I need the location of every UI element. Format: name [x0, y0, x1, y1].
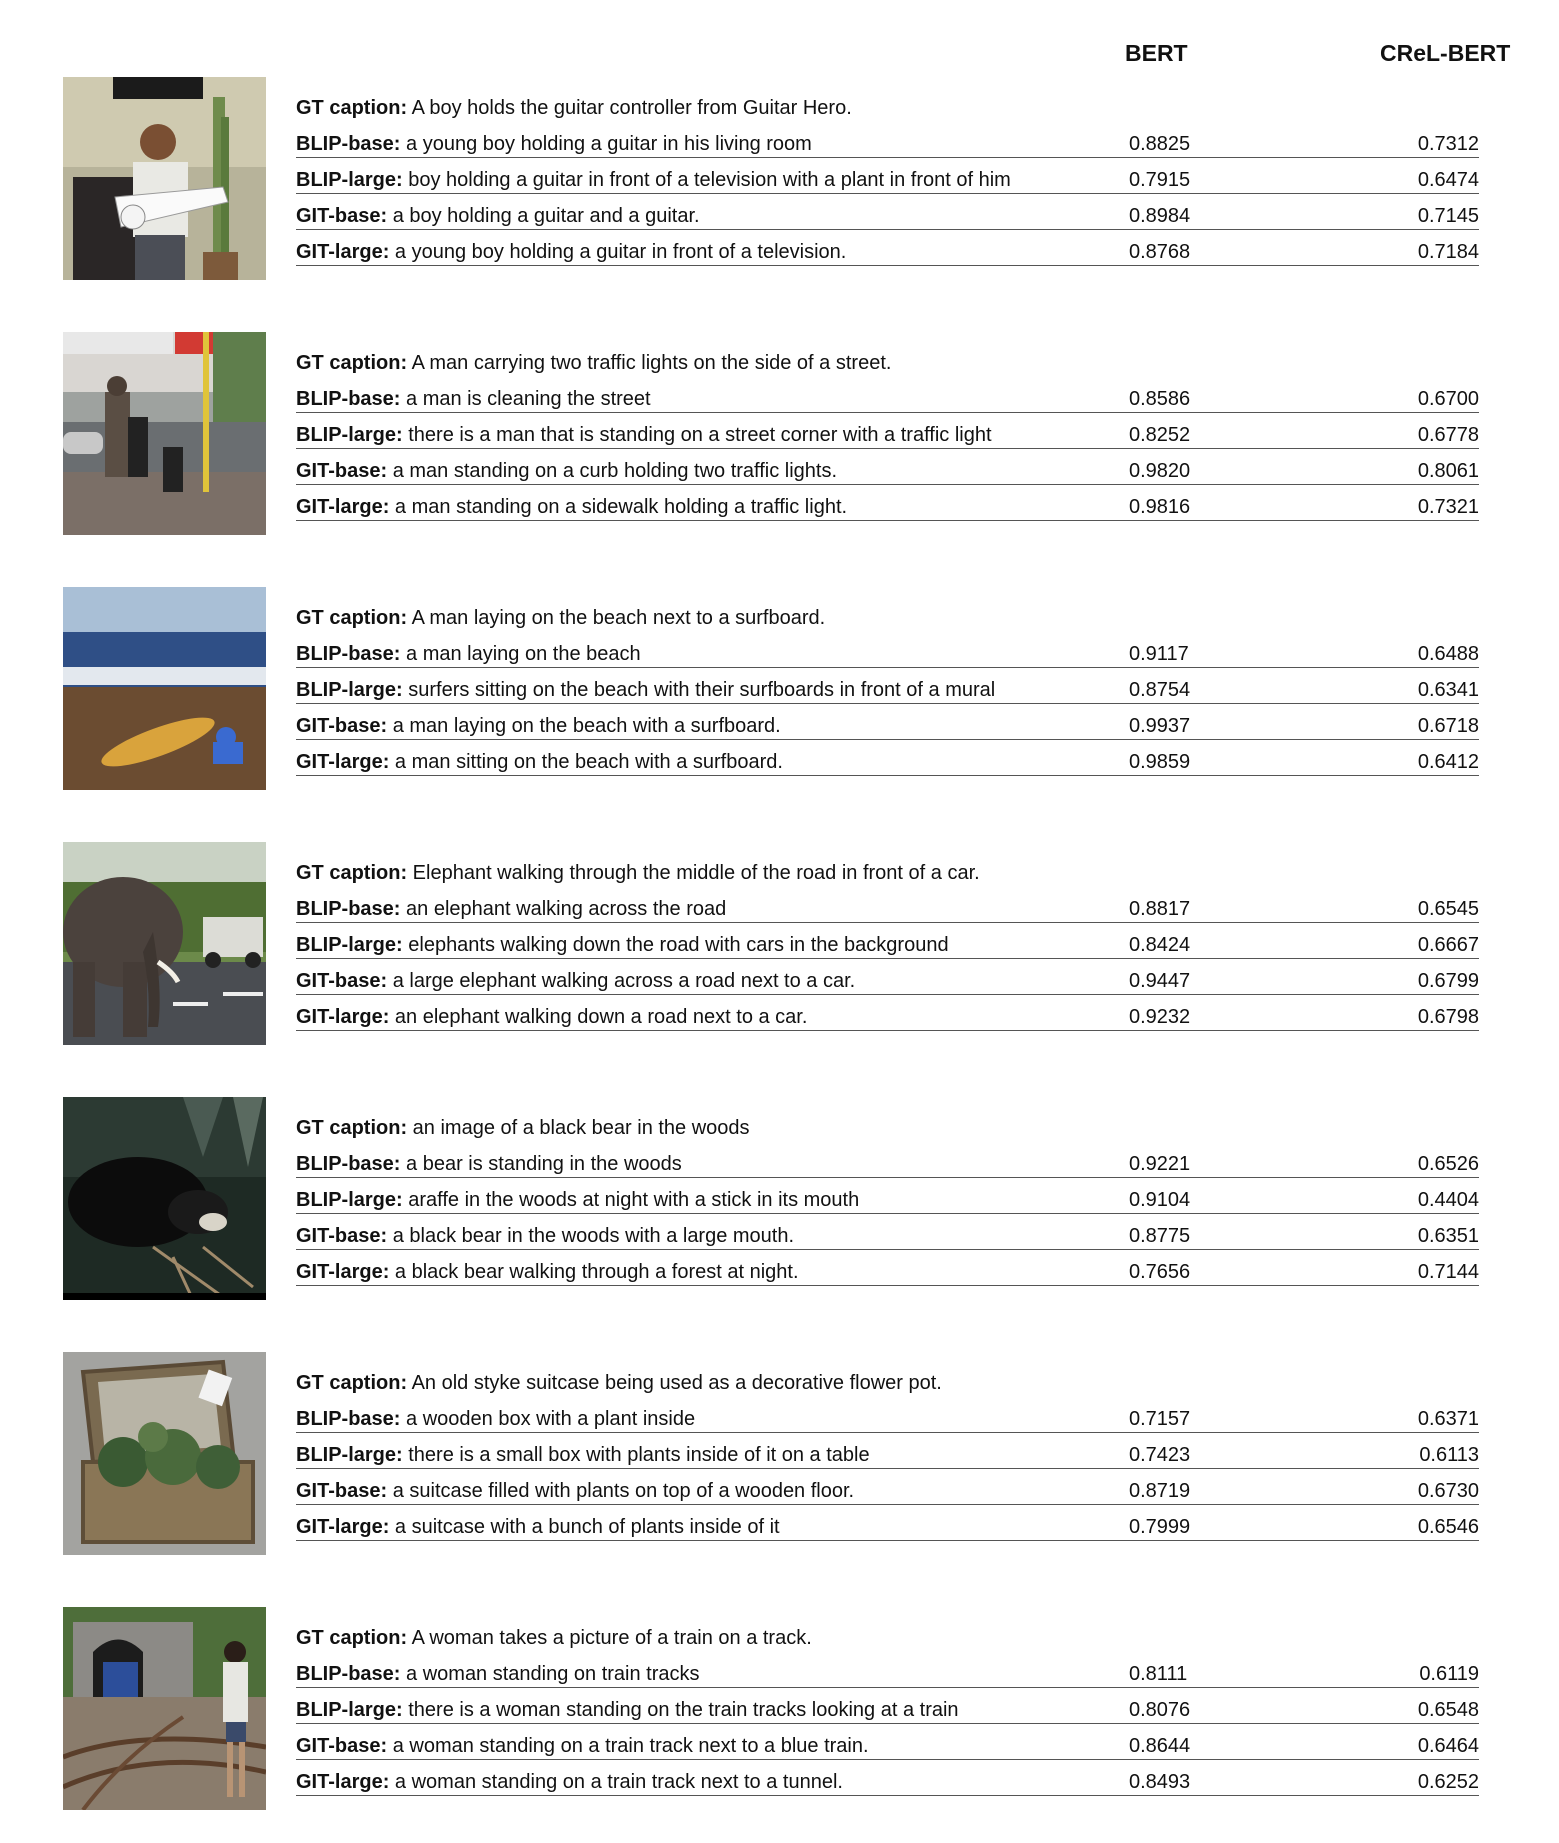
crel-bert-score: 0.6526 [1417, 1153, 1479, 1175]
model-label: GIT-large: [296, 1771, 390, 1793]
crel-bert-score: 0.6474 [1417, 169, 1479, 191]
boy-with-guitar-photo [63, 77, 266, 280]
model-label: GIT-large: [296, 241, 390, 263]
model-label: GIT-base: [296, 1225, 388, 1247]
model-caption: a woman standing on train tracks [406, 1663, 700, 1685]
bert-score: 0.9104 [1129, 1189, 1191, 1211]
bert-score: 0.8252 [1129, 424, 1191, 446]
model-label: GIT-base: [296, 970, 388, 992]
bert-score: 0.8817 [1129, 898, 1191, 920]
crel-bert-score: 0.6464 [1417, 1735, 1479, 1757]
bert-score: 0.8111 [1129, 1663, 1188, 1685]
bert-score: 0.8754 [1129, 679, 1191, 701]
model-caption: a bear is standing in the woods [406, 1153, 682, 1175]
gt-label: GT caption: [296, 607, 408, 629]
crel-bert-score: 0.7144 [1417, 1261, 1479, 1283]
bert-score: 0.8586 [1129, 388, 1191, 410]
bert-score: 0.7423 [1129, 1444, 1191, 1466]
bert-score: 0.8424 [1129, 934, 1191, 956]
model-caption: a black bear in the woods with a large mouth. [392, 1225, 795, 1247]
model-row-git-base [296, 455, 1479, 491]
crel-bert-score: 0.6667 [1417, 934, 1479, 956]
bert-score: 0.9447 [1129, 970, 1191, 992]
example-block-7 [0, 1607, 1559, 1811]
crel-bert-score: 0.8061 [1417, 460, 1479, 482]
bert-score: 0.9820 [1129, 460, 1191, 482]
model-row-git-base [296, 1220, 1479, 1256]
model-caption: araffe in the woods at night with a stick in its mouth [408, 1189, 860, 1211]
model-label: GIT-base: [296, 1735, 388, 1757]
model-row-git-base [296, 200, 1479, 236]
black-bear-woods-photo [63, 1097, 266, 1300]
model-label: BLIP-large: [296, 1444, 403, 1466]
model-caption: a black bear walking through a forest at night. [394, 1261, 799, 1283]
model-row-blip-large [296, 1184, 1479, 1220]
suitcase-plants-photo [63, 1352, 266, 1555]
bert-score: 0.7157 [1129, 1408, 1191, 1430]
model-label: BLIP-base: [296, 1663, 401, 1685]
model-caption: a man laying on the beach with a surfboard. [392, 715, 781, 737]
woman-train-track-photo [63, 1607, 266, 1810]
model-caption: a young boy holding a guitar in his living room [406, 133, 812, 155]
model-row-blip-large [296, 164, 1479, 200]
beach-surfboard-photo [63, 587, 266, 790]
gt-caption [296, 1627, 812, 1650]
model-row-git-large [296, 1256, 1479, 1292]
model-row-git-large [296, 746, 1479, 782]
crel-bert-score: 0.6113 [1419, 1444, 1479, 1466]
elephant-road-photo [63, 842, 266, 1045]
model-label: GIT-large: [296, 1006, 390, 1028]
model-caption: there is a man that is standing on a street corner with a traffic light [408, 424, 992, 446]
crel-bert-score: 0.6119 [1419, 1663, 1479, 1685]
model-row-blip-base [296, 1148, 1479, 1184]
bert-score: 0.8984 [1129, 205, 1191, 227]
crel-bert-score: 0.6545 [1417, 898, 1479, 920]
bert-score: 0.8775 [1129, 1225, 1191, 1247]
example-block-1 [0, 77, 1559, 281]
model-caption: there is a small box with plants inside of it on a table [408, 1444, 870, 1466]
model-caption: an elephant walking across the road [406, 898, 727, 920]
model-label: GIT-large: [296, 751, 390, 773]
crel-bert-score: 0.7184 [1417, 241, 1479, 263]
model-row-blip-base [296, 1658, 1479, 1694]
bert-score: 0.8825 [1129, 133, 1191, 155]
model-caption: a young boy holding a guitar in front of a television. [394, 241, 847, 263]
bert-score: 0.8076 [1129, 1699, 1191, 1721]
gt-caption-text: An old styke suitcase being used as a decorative flower pot. [411, 1372, 942, 1394]
model-label: BLIP-large: [296, 1699, 403, 1721]
bert-score: 0.8493 [1129, 1771, 1191, 1793]
gt-label: GT caption: [296, 1372, 408, 1394]
crel-bert-score: 0.6730 [1417, 1480, 1479, 1502]
model-label: BLIP-large: [296, 169, 403, 191]
model-caption: a large elephant walking across a road next to a car. [392, 970, 856, 992]
bert-score: 0.9221 [1129, 1153, 1191, 1175]
model-row-blip-base [296, 1403, 1479, 1439]
crel-bert-score: 0.7145 [1417, 205, 1479, 227]
model-row-git-large [296, 491, 1479, 527]
model-row-blip-large [296, 419, 1479, 455]
model-caption: a wooden box with a plant inside [406, 1408, 696, 1430]
crel-bert-score: 0.6488 [1417, 643, 1479, 665]
model-caption: boy holding a guitar in front of a television with a plant in front of him [408, 169, 1011, 191]
gt-caption-text: A boy holds the guitar controller from Guitar Hero. [411, 97, 852, 119]
model-row-blip-base [296, 893, 1479, 929]
gt-label: GT caption: [296, 862, 408, 884]
bert-score: 0.9937 [1129, 715, 1191, 737]
crel-bert-score: 0.6371 [1417, 1408, 1479, 1430]
column-header-bert: BERT [1125, 40, 1188, 66]
example-block-4 [0, 842, 1559, 1046]
model-row-blip-base [296, 638, 1479, 674]
model-label: BLIP-base: [296, 643, 401, 665]
model-caption: a boy holding a guitar and a guitar. [392, 205, 700, 227]
gt-label: GT caption: [296, 1627, 408, 1649]
crel-bert-score: 0.6252 [1417, 1771, 1479, 1793]
model-row-git-base [296, 965, 1479, 1001]
gt-label: GT caption: [296, 1117, 408, 1139]
bert-score: 0.7656 [1129, 1261, 1191, 1283]
model-label: GIT-large: [296, 496, 390, 518]
model-caption: elephants walking down the road with cars in the background [408, 934, 949, 956]
gt-caption-text: A woman takes a picture of a train on a track. [411, 1627, 812, 1649]
model-label: BLIP-base: [296, 898, 401, 920]
model-label: GIT-base: [296, 1480, 388, 1502]
crel-bert-score: 0.6341 [1417, 679, 1479, 701]
model-label: BLIP-base: [296, 1153, 401, 1175]
bert-score: 0.7915 [1129, 169, 1191, 191]
column-header-crel-bert: CReL-BERT [1380, 40, 1511, 66]
gt-caption-text: Elephant walking through the middle of the road in front of a car. [412, 862, 980, 884]
gt-caption [296, 1372, 942, 1395]
model-label: BLIP-base: [296, 133, 401, 155]
bert-score: 0.9232 [1129, 1006, 1191, 1028]
model-row-git-large [296, 1766, 1479, 1802]
bert-score: 0.8644 [1129, 1735, 1191, 1757]
model-caption: there is a woman standing on the train tracks looking at a train [408, 1699, 959, 1721]
model-label: BLIP-base: [296, 1408, 401, 1430]
street-traffic-lights-photo [63, 332, 266, 535]
gt-label: GT caption: [296, 97, 408, 119]
model-caption: a man laying on the beach [406, 643, 641, 665]
crel-bert-score: 0.6548 [1417, 1699, 1479, 1721]
bert-score: 0.9117 [1129, 643, 1189, 665]
gt-caption [296, 862, 980, 885]
gt-caption [296, 1117, 750, 1140]
model-caption: a man standing on a curb holding two traffic lights. [392, 460, 838, 482]
model-caption: a man is cleaning the street [406, 388, 651, 410]
crel-bert-score: 0.6718 [1417, 715, 1479, 737]
model-label: GIT-large: [296, 1261, 390, 1283]
gt-caption-text: A man carrying two traffic lights on the side of a street. [411, 352, 892, 374]
model-row-git-base [296, 1475, 1479, 1511]
crel-bert-score: 0.4404 [1417, 1189, 1479, 1211]
gt-caption [296, 607, 825, 630]
model-label: BLIP-large: [296, 424, 403, 446]
model-row-blip-base [296, 383, 1479, 419]
bert-score: 0.8719 [1129, 1480, 1191, 1502]
model-row-git-base [296, 1730, 1479, 1766]
model-caption: a woman standing on a train track next to a tunnel. [394, 1771, 843, 1793]
crel-bert-score: 0.6546 [1417, 1516, 1479, 1538]
crel-bert-score: 0.6799 [1417, 970, 1479, 992]
model-label: GIT-base: [296, 205, 388, 227]
model-row-blip-large [296, 929, 1479, 965]
model-label: BLIP-large: [296, 679, 403, 701]
model-label: GIT-large: [296, 1516, 390, 1538]
example-block-5 [0, 1097, 1559, 1301]
crel-bert-score: 0.6351 [1417, 1225, 1479, 1247]
example-block-6 [0, 1352, 1559, 1556]
example-block-2 [0, 332, 1559, 536]
model-row-git-large [296, 236, 1479, 272]
crel-bert-score: 0.6412 [1417, 751, 1479, 773]
bert-score: 0.7999 [1129, 1516, 1191, 1538]
model-row-blip-large [296, 674, 1479, 710]
bert-score: 0.8768 [1129, 241, 1191, 263]
model-label: BLIP-large: [296, 1189, 403, 1211]
crel-bert-score: 0.7312 [1417, 133, 1479, 155]
model-row-blip-large [296, 1694, 1479, 1730]
gt-caption-text: an image of a black bear in the woods [412, 1117, 750, 1139]
model-caption: a man sitting on the beach with a surfboard. [394, 751, 783, 773]
gt-caption [296, 352, 891, 375]
crel-bert-score: 0.6778 [1417, 424, 1479, 446]
gt-caption-text: A man laying on the beach next to a surfboard. [411, 607, 826, 629]
model-row-blip-base [296, 128, 1479, 164]
model-label: GIT-base: [296, 715, 388, 737]
model-caption: surfers sitting on the beach with their surfboards in front of a mural [408, 679, 996, 701]
model-caption: a woman standing on a train track next to a blue train. [392, 1735, 869, 1757]
model-caption: a man standing on a sidewalk holding a traffic light. [394, 496, 848, 518]
model-row-git-large [296, 1511, 1479, 1547]
crel-bert-score: 0.7321 [1417, 496, 1479, 518]
example-block-3 [0, 587, 1559, 791]
model-row-git-base [296, 710, 1479, 746]
crel-bert-score: 0.6700 [1417, 388, 1479, 410]
model-row-blip-large [296, 1439, 1479, 1475]
model-caption: an elephant walking down a road next to a car. [394, 1006, 808, 1028]
model-label: GIT-base: [296, 460, 388, 482]
bert-score: 0.9859 [1129, 751, 1191, 773]
gt-caption [296, 97, 852, 120]
bert-score: 0.9816 [1129, 496, 1191, 518]
crel-bert-score: 0.6798 [1417, 1006, 1479, 1028]
model-caption: a suitcase with a bunch of plants inside of it [394, 1516, 780, 1538]
model-caption: a suitcase filled with plants on top of a wooden floor. [392, 1480, 855, 1502]
gt-label: GT caption: [296, 352, 408, 374]
model-label: BLIP-base: [296, 388, 401, 410]
model-label: BLIP-large: [296, 934, 403, 956]
model-row-git-large [296, 1001, 1479, 1037]
